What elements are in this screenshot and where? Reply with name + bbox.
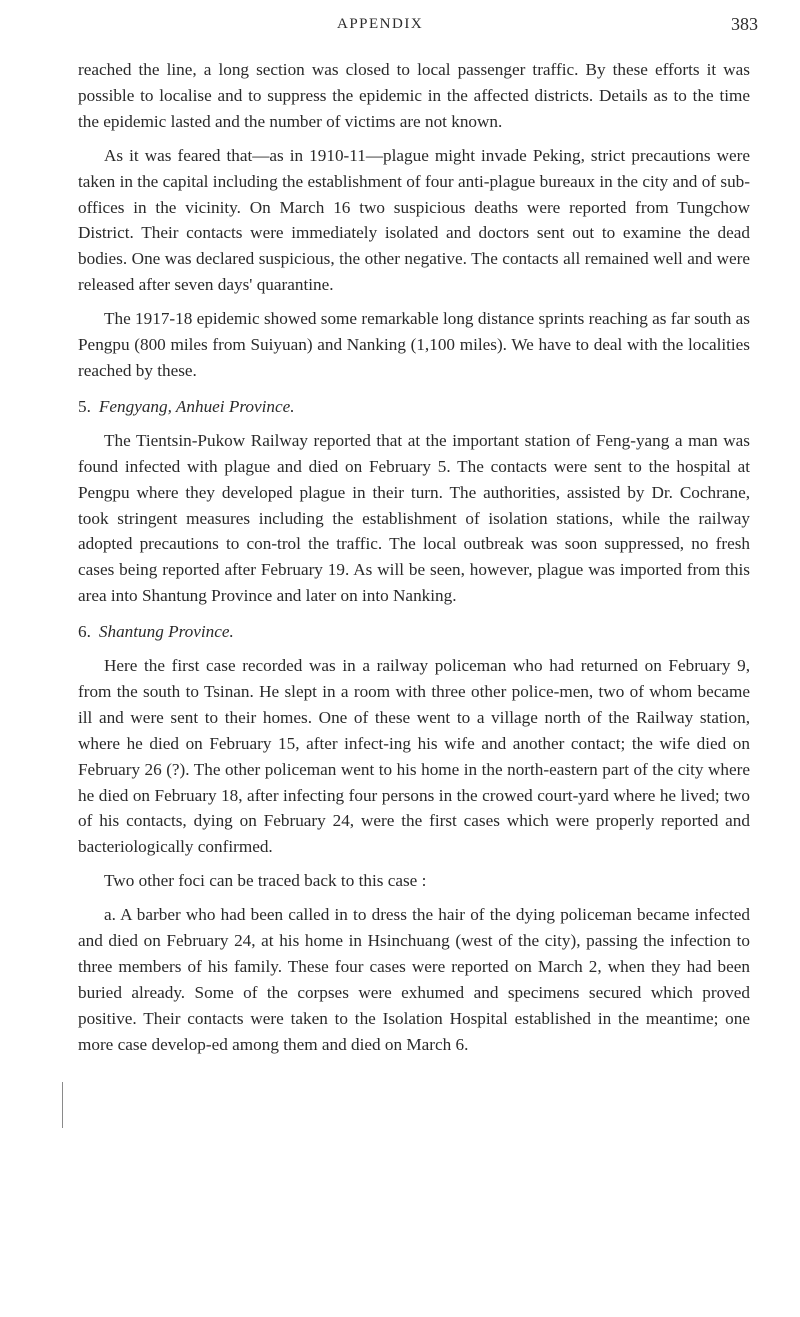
paragraph-other-foci: Two other foci can be traced back to this case : bbox=[104, 871, 427, 891]
section-title: Fengyang, Anhuei Province. bbox=[98, 396, 295, 416]
running-head bbox=[0, 12, 800, 40]
section-heading-fengyang bbox=[78, 394, 750, 420]
page-number: 383 bbox=[731, 14, 758, 34]
header-title: APPENDIX bbox=[337, 16, 424, 32]
section-title: Shantung Province. bbox=[98, 622, 234, 642]
paragraph-continuation: reached the line, a long section was closed to local passenger traffic. By these efforts it was possible to localise and to suppress the epidemic in the affected districts. Details as to the time the epidemic lasted and the number of victims are not known. bbox=[78, 60, 750, 131]
margin-mark bbox=[62, 1082, 64, 1128]
section-number: 5. bbox=[78, 396, 91, 416]
paragraph-shantung-first-case: Here the first case recorded was in a railway policeman who had returned on February 9, from the south to Tsinan. He slept in a room with three other police-men, two of whom became ill and were sent to their homes. One of these went to a village north of the Railway station, where he died on February 15, after infect-ing his wife and another contact; the wife died on February 26 (?). The other policeman went to his home in the north-eastern part of the city where he died on February 18, after infecting four persons in the crowed court-yard where he lived; two of his contacts, dying on February 24, were the first cases which were properly reported and bacteriologically confirmed. bbox=[78, 656, 750, 857]
body-text bbox=[78, 57, 750, 1066]
section-number: 6. bbox=[78, 622, 91, 642]
paragraph-fengyang: The Tientsin-Pukow Railway reported that at the important station of Feng-yang a man was found infected with plague and died on February 5. The contacts were sent to the hospital at Pengpu where they developed plague in their turn. The authorities, assisted by Dr. Cochrane, took stringent measures including the establishment of isolation stations, while the railway adopted precautions to con-trol the traffic. The local outbreak was soon suppressed, no fresh cases being reported after February 19. As will be seen, however, plague was imported from this area into Shantung Province and later on into Nanking. bbox=[78, 430, 750, 606]
paragraph-peking-precautions: As it was feared that—as in 1910-11—plague might invade Peking, strict precautions were taken in the capital including the establishment of four anti-plague bureaux in the city and of sub-offices in the vicinity. On March 16 two suspicious deaths were reported from Tungchow District. Their contacts were immediately isolated and doctors sent out to examine the dead bodies. One was declared suspicious, the other negative. The contacts all remained well and were released after seven days' quarantine. bbox=[78, 145, 750, 295]
paragraph-barber-case: a. A barber who had been called in to dress the hair of the dying policeman became infected and died on February 24, at his home in Hsinchuang (west of the city), passing the infection to three members of his family. These four cases were reported on March 2, when they had been buried already. Some of the corpses were exhumed and specimens secured which proved positive. Their contacts were taken to the Isolation Hospital established in the meantime; one more case develop-ed among them and died on March 6. bbox=[78, 905, 750, 1054]
paragraph-long-distance-sprints: The 1917-18 epidemic showed some remarkable long distance sprints reaching as far south as Pengpu (800 miles from Suiyuan) and Nanking (1,100 miles). We have to deal with the localities reached by these. bbox=[78, 309, 750, 380]
section-heading-shantung bbox=[78, 619, 750, 645]
